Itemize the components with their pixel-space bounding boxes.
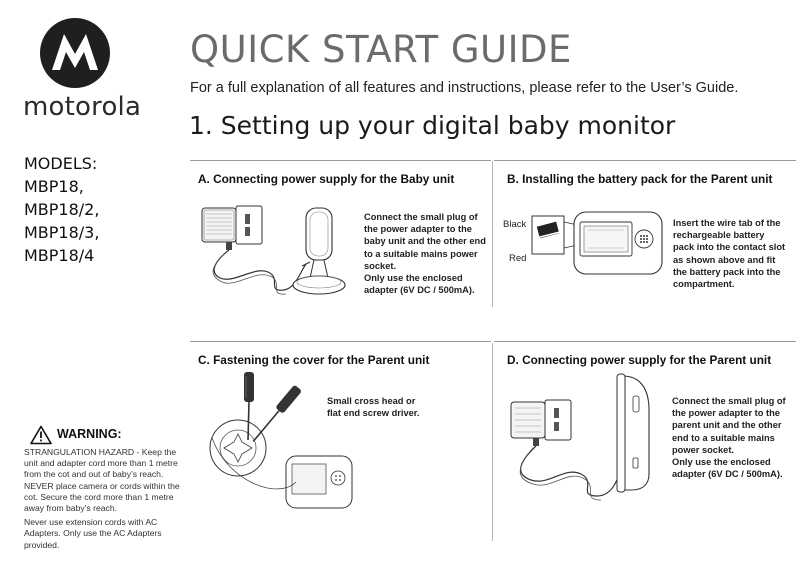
page-title: QUICK START GUIDE — [190, 28, 572, 71]
divider-vertical-top — [492, 161, 493, 307]
warning-header — [30, 425, 184, 445]
panel-c-title: C. Fastening the cover for the Parent unit — [198, 353, 430, 367]
panel-b-title: B. Installing the battery pack for the Parent unit — [507, 172, 773, 186]
panel-b-text: Insert the wire tab of the rechargeable battery pack into the contact slot as shown above and fit the battery pack into the compartment. — [673, 218, 786, 290]
model-item: MBP18/4 — [24, 246, 95, 265]
models-label: MODELS: — [24, 154, 98, 173]
warning-title: WARNING: — [57, 427, 122, 442]
panel-d-instruction: Connect the small plug of the power adapter to the parent unit and the other end to a suitable mains power socket. — [672, 396, 786, 455]
panel-a-note: Only use the enclosed adapter (6V DC / 500mA). — [364, 273, 475, 296]
parent-unit-adapter-illustration — [505, 370, 665, 540]
panel-a-title: A. Connecting power supply for the Baby unit — [198, 172, 455, 186]
divider-mid-left — [190, 341, 491, 342]
panel-d-text — [672, 395, 792, 480]
model-item: MBP18, — [24, 177, 84, 196]
divider-mid-right — [494, 341, 796, 342]
panel-d-note: Only use the enclosed adapter (6V DC / 500mA). — [672, 457, 783, 480]
page-subtitle: For a full explanation of all features and instructions, please refer to the User’s Guide. — [190, 80, 739, 96]
panel-a-instruction: Connect the small plug of the power adapter to the baby unit and the other end to a suitable mains power socket. — [364, 212, 486, 271]
brand-name: motorola — [23, 92, 142, 122]
motorola-logo-icon — [40, 18, 110, 88]
divider-top-left — [190, 160, 491, 161]
warning-text: STRANGULATION HAZARD - Keep the unit and adapter cord more than 1 metre from the cot and out of baby’s reach. NEVER place camera or cords within the cot. Secure the cord more than 1 metre away from baby’s reach. — [24, 447, 180, 514]
warning-triangle-icon — [30, 425, 52, 445]
divider-vertical-bottom — [492, 343, 493, 541]
panel-d-title: D. Connecting power supply for the Parent unit — [507, 353, 772, 367]
label-red: Red — [509, 253, 527, 264]
panel-c-text: Small cross head or flat end screw driver. — [327, 396, 420, 419]
warning-text-extension: Never use extension cords with AC Adapters. Only use the AC Adapters provided. — [24, 517, 162, 550]
baby-unit-adapter-illustration — [196, 200, 361, 305]
model-item: MBP18/2, — [24, 200, 100, 219]
models-list — [24, 152, 99, 267]
warning-box — [24, 425, 184, 554]
section-title: 1. Setting up your digital baby monitor — [189, 111, 676, 140]
panel-a-text — [364, 211, 486, 296]
divider-top-right — [494, 160, 796, 161]
model-item: MBP18/3, — [24, 223, 100, 242]
battery-pack-illustration — [530, 208, 666, 280]
label-black: Black — [503, 219, 527, 230]
